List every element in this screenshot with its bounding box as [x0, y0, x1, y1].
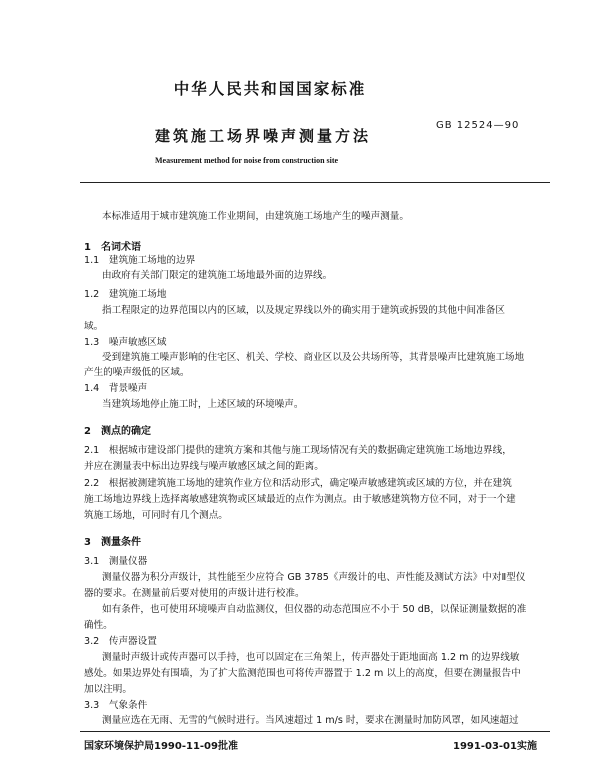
section-3-1-heading: 3.1 测量仪器: [84, 556, 148, 567]
section-2-heading: 2 测点的确定: [84, 426, 151, 437]
section-1-3-heading: 1.3 噪声敏感区域: [84, 337, 167, 348]
intro-paragraph: 本标准适用于城市建筑施工作业期间，由建筑施工场地产生的噪声测量。: [102, 211, 409, 222]
section-1-1-text: 由政府有关部门限定的建筑施工场地最外面的边界线。: [102, 270, 333, 281]
section-1-2-text: 指工程限定的边界范围以内的区域，以及规定界线以外的确实用于建筑或拆毁的其他中间准备区: [102, 305, 505, 316]
section-2-2-text: 施工场地边界线上选择离敏感建筑物或区域最近的点作为测点。由于敏感建筑物方位不同，对于一个建: [84, 494, 516, 505]
standard-title-cn: 建筑施工场界噪声测量方法: [155, 127, 372, 145]
section-2-1-text: 并应在测量表中标出边界线与噪声敏感区域之间的距离。: [84, 461, 324, 472]
section-1-4-text: 当建筑场地停止施工时，上述区域的环境噪声。: [102, 399, 304, 410]
section-3-2-text: 感处。如果边界处有围墙，为了扩大监测范围也可将传声器置于 1.2 m 以上的高度，但要在测量报告中: [84, 668, 521, 679]
national-standard-heading: 中华人民共和国国家标准: [173, 80, 367, 98]
section-2-2-text: 2.2 根据被测建筑施工场地的建筑作业方位和活动形式，确定噪声敏感建筑或区域的方位，并在建筑: [84, 478, 512, 489]
section-2-2-text: 筑施工场地，可同时有几个测点。: [84, 510, 228, 521]
section-3-1-text: 确性。: [84, 620, 113, 631]
standard-title-en: Measurement method for noise from construction site: [155, 156, 339, 165]
section-1-2-text: 域。: [84, 321, 104, 332]
section-1-3-text: 产生的噪声级低的区域。: [84, 367, 190, 378]
section-3-1-text: 器的要求。在测量前后要对使用的声级计进行校准。: [84, 588, 305, 599]
header-divider: [80, 182, 550, 183]
section-1-3-text: 受到建筑施工噪声影响的住宅区、机关、学校、商业区以及公共场所等，其背景噪声比建筑施工场地: [102, 352, 525, 363]
section-3-3-text: 测量应选在无雨、无雪的气候时进行。当风速超过 1 m/s 时，要求在测量时加防风罩，如风速超过: [102, 715, 519, 726]
section-3-2-heading: 3.2 传声器设置: [84, 636, 157, 647]
section-2-1-text: 2.1 根据城市建设部门提供的建筑方案和其他与施工现场情况有关的数据确定建筑施工场地边界线，: [84, 445, 512, 456]
implementation-date: 1991-03-01实施: [453, 741, 537, 752]
footer-divider: [80, 731, 550, 732]
section-1-1-heading: 1.1 建筑施工场地的边界: [84, 255, 196, 266]
section-1-2-heading: 1.2 建筑施工场地: [84, 289, 167, 300]
section-3-3-heading: 3.3 气象条件: [84, 700, 148, 711]
standard-number: GB 12524—90: [436, 120, 520, 131]
section-3-1-text: 如有条件，也可使用环境噪声自动监测仪，但仪器的动态范围应不小于 50 dB，以保证测量数据的准: [102, 604, 527, 615]
approval-date: 国家环境保护局1990-11-09批准: [84, 741, 238, 752]
section-1-heading: 1 名词术语: [84, 242, 141, 253]
section-3-2-text: 加以注明。: [84, 684, 132, 695]
section-3-2-text: 测量时声级计或传声器可以手持，也可以固定在三角架上，传声器处于距地面高 1.2 m 的边界线敏: [102, 652, 520, 663]
section-3-1-text: 测量仪器为积分声级计，其性能至少应符合 GB 3785《声级计的电、声性能及测试方法》中对Ⅱ型仪: [102, 572, 526, 583]
section-3-heading: 3 测量条件: [84, 537, 141, 548]
section-1-4-heading: 1.4 背景噪声: [84, 383, 148, 394]
